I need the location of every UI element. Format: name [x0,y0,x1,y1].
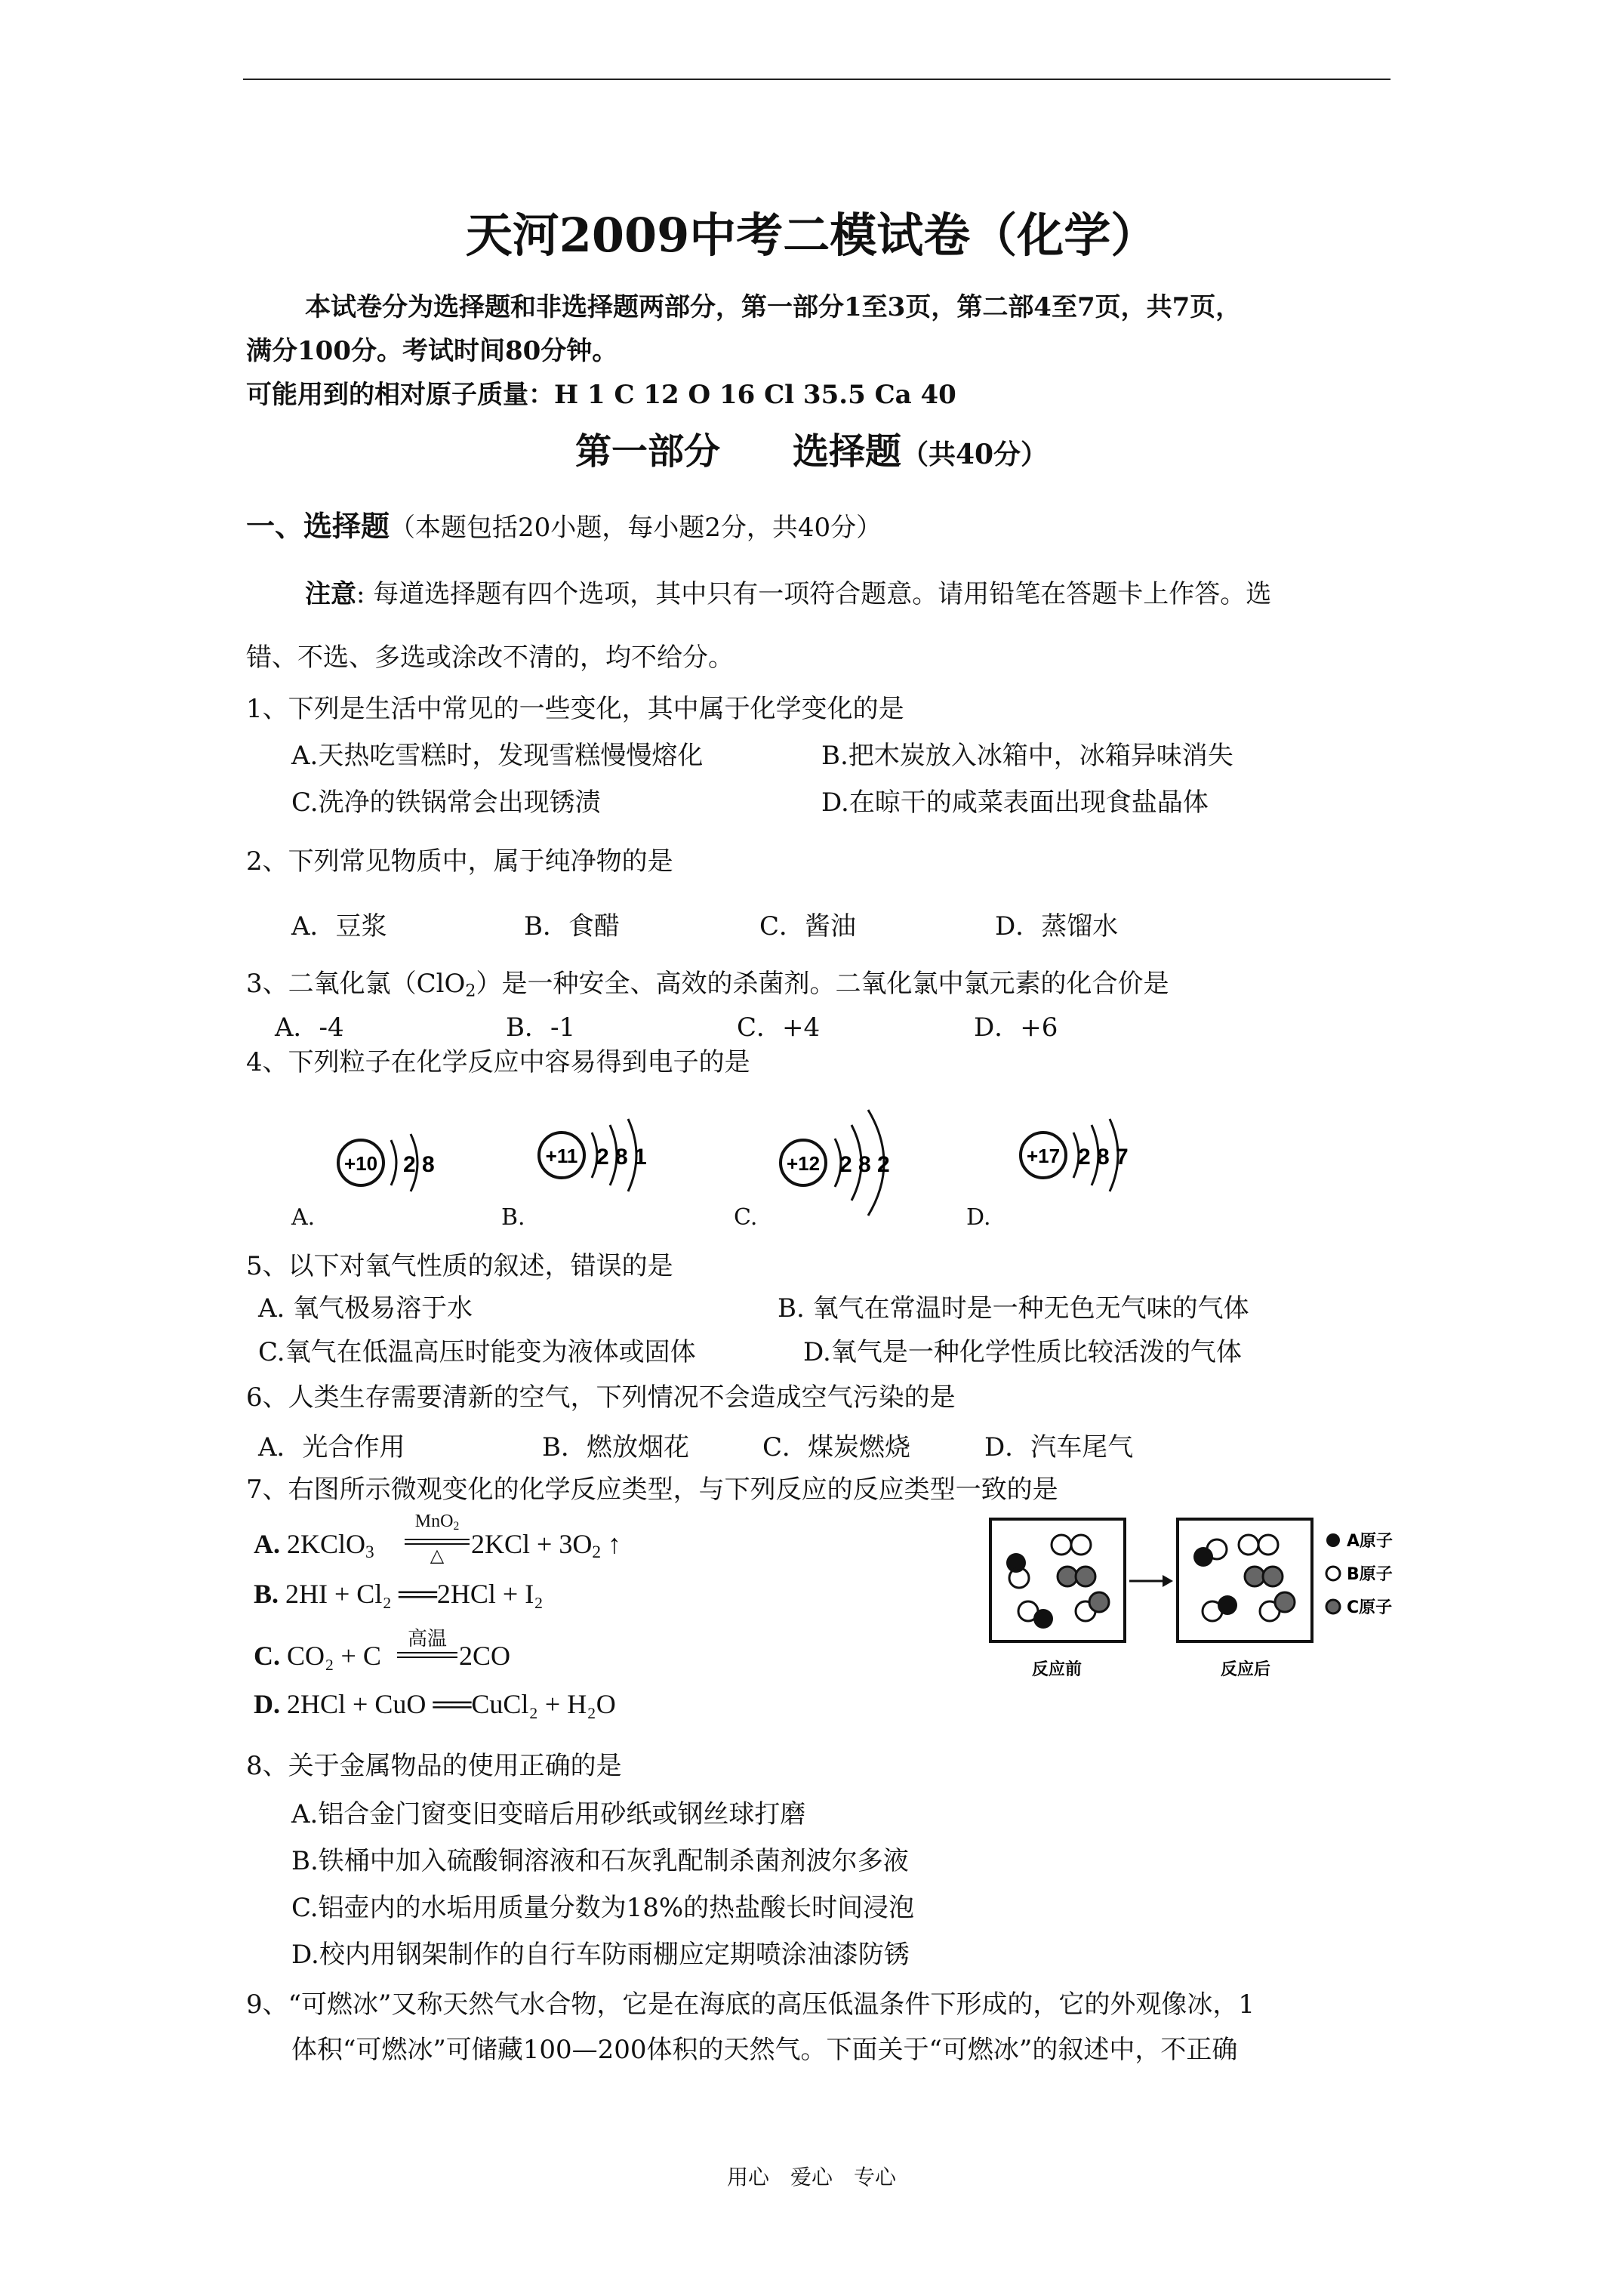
q3-stem-post: ）是一种安全、高效的杀菌剂。二氧化氯中氯元素的化合价是 [476,969,1169,999]
q7-option-c-yields [397,1652,457,1653]
atom-diagram-b [533,1102,684,1216]
svg-text:+11: +11 [545,1145,578,1167]
q2-option-d: D．蒸馏水 [995,911,1119,942]
q5-option-d: D.氧气是一种化学性质比较活泼的气体 [803,1337,1242,1367]
q5-option-b: B. 氧气在常温时是一种无色无气味的气体 [778,1293,1249,1324]
q6-option-d: D．汽车尾气 [984,1432,1134,1462]
q5-stem: 5、以下对氧气性质的叙述，错误的是 [246,1251,673,1281]
svg-text:B原子: B原子 [1347,1565,1393,1584]
q8-option-b: B.铁桶中加入硫酸铜溶液和石灰乳配制杀菌剂波尔多液 [291,1846,909,1876]
atom-label-d: D. [966,1204,991,1231]
atomic-mass-line: 可能用到的相对原子质量：H 1 C 12 O 16 Cl 35.5 Ca 40 [246,380,956,410]
svg-text:2 8 1: 2 8 1 [596,1145,647,1170]
svg-text:+17: +17 [1026,1145,1061,1167]
svg-text:+10: +10 [343,1152,378,1175]
q8-stem: 8、关于金属物品的使用正确的是 [246,1751,622,1781]
q7-option-c-left: CO₂ + C [287,1641,381,1671]
q1-option-b: B.把木炭放入冰箱中，冰箱异味消失 [821,741,1233,771]
q7-option-a [254,1512,707,1569]
atom-diagram-a [332,1110,483,1216]
header-rule [243,79,1390,80]
intro-line-2: 满分100分。考试时间80分钟。 [246,336,618,366]
q7-option-d: D. 2HCl + CuO ══CuCl₂ + H₂O [254,1689,616,1719]
atom-label-c: C. [734,1204,758,1231]
q3-option-a: A．-4 [275,1012,344,1043]
notice-text: : 每道选择题有四个选项，其中只有一项符合题意。请用铅笔在答题卡上作答。选 [356,579,1272,609]
q1-option-d: D.在晾干的咸菜表面出现食盐晶体 [821,787,1209,818]
part1-note: （共40分） [901,439,1049,470]
svg-text:C原子: C原子 [1347,1598,1393,1617]
q7-option-a-label: A. [254,1529,280,1559]
q6-option-b: B．燃放烟花 [542,1432,689,1462]
q7-option-c [254,1628,707,1681]
q3-option-d: D．+6 [974,1012,1058,1043]
q7-option-c-yields-2 [397,1657,457,1658]
q8-option-c: C.铝壶内的水垢用质量分数为18%的热盐酸长时间浸泡 [291,1893,915,1923]
q6-option-a: A．光合作用 [258,1432,405,1462]
atom-label-a: A. [291,1204,316,1231]
section1-heading-line [246,510,882,544]
q7-option-a-catalyst: MnO$_2$ [414,1512,460,1533]
page-footer: 用心 爱心 专心 [726,2165,896,2190]
atom-diagram-c [778,1102,936,1231]
q5-option-c: C.氧气在低温高压时能变为液体或固体 [258,1337,696,1367]
notice-line-2: 错、不选、多选或涂改不清的，均不给分。 [246,643,734,673]
svg-text:+12: +12 [786,1152,821,1175]
q2-option-a: A．豆浆 [291,911,387,942]
svg-text:A原子: A原子 [1347,1532,1394,1551]
atom-label-b: B. [501,1204,525,1231]
atom-structure-d [1015,1102,1173,1216]
q7-option-a-right: $2KCl + 3O_2$ ↑ [471,1529,622,1562]
q3-stem-sub: 2 [465,981,476,1001]
atom-structure-b [533,1102,684,1216]
atom-diagram-d [1015,1102,1173,1216]
svg-text:反应后: 反应后 [1220,1660,1271,1679]
notice-line-1 [305,578,1271,610]
q9-line-1: 9、“可燃冰”又称天然气水合物，它是在海底的高压低温条件下形成的，它的外观像冰，1 [246,1989,1255,2020]
svg-text:2 8 7: 2 8 7 [1078,1145,1129,1170]
q2-option-c: C．酱油 [759,911,857,942]
q7-option-c-right: 2CO [459,1641,511,1671]
q3-option-c: C．+4 [737,1012,821,1043]
q9-line-2: 体积“可燃冰”可储藏100—200体积的天然气。下面关于“可燃冰”的叙述中，不正确 [291,2035,1238,2065]
q1-option-a: A.天热吃雪糕时，发现雪糕慢慢熔化 [291,741,704,771]
section1-heading: 一、选择题 [246,509,390,543]
q4-stem: 4、下列粒子在化学反应中容易得到电子的是 [246,1047,750,1077]
section1-note: （本题包括20小题，每小题2分，共40分） [390,513,882,543]
q7-option-a-left: 2KClO$_3$ [287,1529,374,1562]
q2-stem: 2、下列常见物质中，属于纯净物的是 [246,846,673,877]
q7-option-c-label: C. [254,1641,280,1671]
reaction-diagram [989,1518,1457,1684]
q3-stem [246,968,1169,1007]
q3-stem-pre: 3、二氧化氯（ClO [246,969,466,999]
q1-stem: 1、下列是生活中常见的一些变化，其中属于化学变化的是 [246,694,904,724]
atom-structure-a [332,1110,483,1216]
intro-line-1: 本试卷分为选择题和非选择题两部分，第一部分1至3页，第二部4至7页，共7页， [305,292,1242,322]
notice-label: 注意 [305,579,356,609]
q7-option-b: B. 2HI + Cl₂ ══2HCl + I₂ [254,1579,544,1609]
q6-option-c: C．煤炭燃烧 [762,1432,911,1462]
atom-structure-c [778,1102,936,1231]
q6-stem: 6、人类生存需要清新的空气，下列情况不会造成空气污染的是 [246,1382,956,1413]
q2-option-b: B．食醋 [524,911,620,942]
svg-text:反应前: 反应前 [1031,1660,1083,1679]
svg-text:2 8: 2 8 [403,1152,435,1177]
q7-stem: 7、右图所示微观变化的化学反应类型，与下列反应的反应类型一致的是 [246,1475,1058,1505]
q1-option-c: C.洗净的铁锅常会出现锈渍 [291,787,601,818]
part1-heading: 第一部分 选择题 [574,430,901,473]
q8-option-d: D.校内用钢架制作的自行车防雨棚应定期喷涂油漆防锈 [291,1940,910,1970]
q7-option-c-condition: 高温 [407,1628,447,1650]
svg-text:2 8 2: 2 8 2 [839,1152,890,1177]
q8-option-a: A.铝合金门窗变旧变暗后用砂纸或钢丝球打磨 [291,1799,806,1829]
reaction-micro-diagram [989,1518,1457,1684]
q7-option-a-yields [405,1539,470,1540]
exam-title: 天河2009中考二模试卷（化学） [465,208,1158,263]
q7-option-a-heat: △ [430,1546,445,1566]
part1-title [0,429,1623,477]
q3-option-b: B．-1 [506,1012,576,1043]
q5-option-a: A. 氧气极易溶于水 [258,1293,473,1324]
